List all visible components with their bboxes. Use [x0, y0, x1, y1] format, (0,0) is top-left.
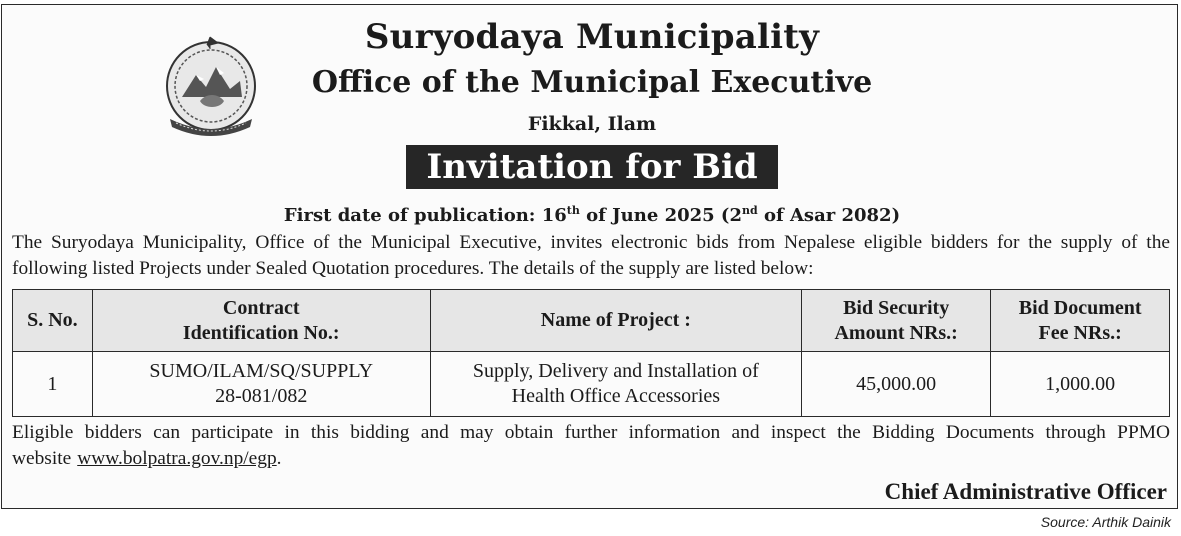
publication-date-prefix: First date of publication: 16 [283, 205, 567, 226]
signature-title: Chief Administrative Officer [884, 479, 1167, 504]
cell-contract-id-line1: SUMO/ILAM/SQ/SUPPLY [149, 360, 374, 382]
cell-contract-id [92, 352, 430, 417]
header-contract-id [92, 290, 430, 352]
table-row [13, 352, 1170, 417]
nepal-government-emblem-icon [160, 35, 262, 137]
header-document-fee-line2: Fee NRs.: [1038, 321, 1122, 344]
cell-project-name [430, 352, 801, 417]
footer-period: . [276, 448, 282, 469]
footer-paragraph [12, 420, 1170, 472]
header-document-fee-line1: Bid Document [1018, 296, 1142, 319]
ppmo-website-link[interactable]: www.bolpatra.gov.np/egp [77, 448, 277, 469]
intro-paragraph: The Suryodaya Municipality, Office of the Municipal Executive, invites electronic bids from Nepalese eligible bidders for the supply of the following listed Projects under Sealed Quotation procedures. The details of the supply are listed below: [12, 232, 1170, 279]
bid-notice [1, 4, 1178, 509]
publication-date [212, 204, 972, 226]
cell-project-name-line2: Health Office Accessories [511, 385, 721, 407]
header-contract-id-line2: Identification No.: [182, 321, 340, 344]
office-subtitle: Office of the Municipal Executive [311, 65, 873, 100]
cell-bid-security: 45,000.00 [802, 352, 991, 417]
header-document-fee [991, 290, 1170, 352]
day-suffix: th [566, 204, 580, 217]
header-contract-id-line1: Contract [222, 296, 300, 319]
header-project-name: Name of Project : [430, 290, 801, 352]
cell-document-fee: 1,000.00 [991, 352, 1170, 417]
cell-serial-number: 1 [13, 352, 93, 417]
cell-project-name-line1: Supply, Delivery and Installation of [472, 360, 759, 382]
publication-date-suffix: of Asar 2082) [757, 205, 901, 226]
publication-date-middle: of June 2025 (2 [579, 205, 742, 226]
municipality-title: Suryodaya Municipality [364, 17, 820, 57]
header-bid-security [802, 290, 991, 352]
office-address: Fikkal, Ilam [527, 113, 657, 135]
header-serial-number: S. No. [13, 290, 93, 352]
nepali-day-suffix: nd [741, 204, 758, 217]
source-credit: Source: Arthik Dainik [1040, 514, 1171, 530]
bid-table [12, 289, 1170, 417]
invitation-banner: Invitation for Bid [406, 145, 778, 189]
header-bid-security-line2: Amount NRs.: [834, 321, 958, 344]
table-header-row [13, 290, 1170, 352]
footer-text: Eligible bidders can participate in this bidding and may obtain further information and inspect the Bidding Documents through PPMO website [12, 422, 1170, 469]
cell-contract-id-line2: 28-081/082 [215, 385, 308, 407]
header-bid-security-line1: Bid Security [843, 296, 950, 319]
